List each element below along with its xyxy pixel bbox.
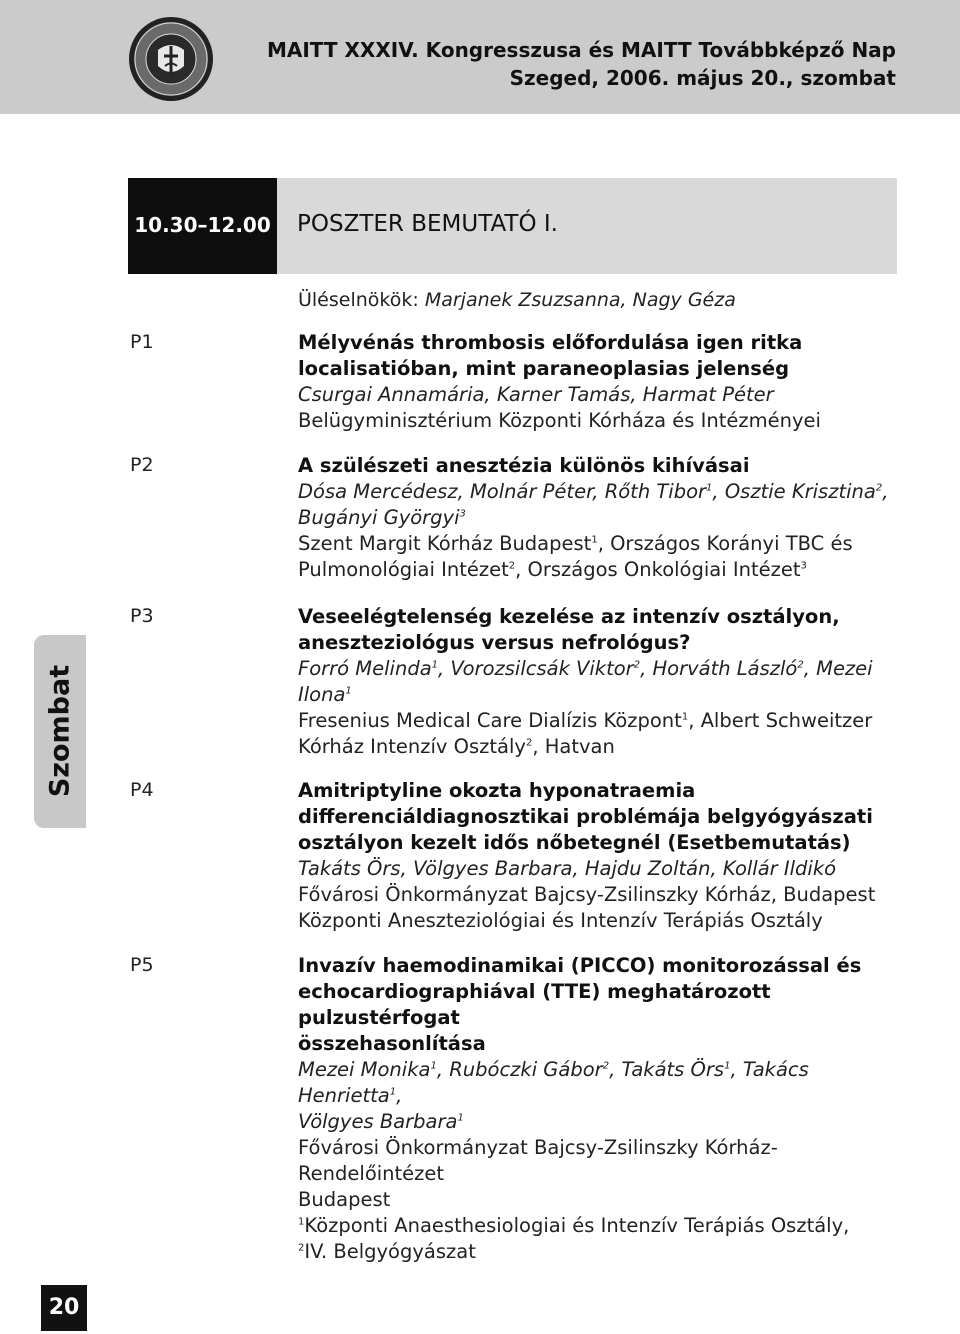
poster-title-line: aneszteziológus versus nefrológus? — [298, 631, 691, 654]
poster-authors: Forró Melinda$^1$, Vorozsilcsák Viktor$^2$, Horváth László$^2$, Mezei Ilona$^1$ — [298, 657, 873, 706]
conference-title-line1: MAITT XXXIV. Kongresszusa és MAITT Továbbképző Nap — [266, 38, 896, 62]
poster-title-line: Mélyvénás thrombosis előfordulása igen ritka — [298, 331, 803, 354]
poster-authors: Csurgai Annamária, Karner Tamás, Harmat Péter — [298, 383, 774, 406]
session-time: 10.30–12.00 — [134, 213, 271, 237]
poster-title-line: Veseelégtelenség kezelése az intenzív osztályon, — [298, 605, 840, 628]
poster-title-line: Amitriptyline okozta hyponatraemia — [298, 779, 696, 802]
poster-number: P2 — [130, 454, 154, 476]
poster-number: P1 — [130, 331, 154, 353]
poster-title — [298, 778, 908, 856]
chairs-label: Üléselnökök: — [298, 289, 419, 311]
poster-title: A szülészeti anesztézia különös kihívásai — [298, 454, 750, 477]
poster-entry — [298, 778, 908, 934]
poster-entry — [298, 604, 908, 760]
poster-authors: Mezei Monika$^1$, Rubóczki Gábor$^2$, Takáts Örs$^1$, Takács Henrietta$^1$, Völgyes Barbara$^1$ — [298, 1058, 809, 1133]
conference-title-line2: Szeged, 2006. május 20., szombat — [509, 66, 896, 90]
poster-affiliation: Fővárosi Önkormányzat Bajcsy-Zsilinszky Kórház-Rendelőintézet Budapest $^1$Központi Anaesthesiologiai és Intenzív Terápiás Osztály, $^2$IV. Belgyógyászat — [298, 1136, 850, 1263]
page-number: 20 — [41, 1285, 87, 1331]
poster-entry — [298, 953, 908, 1265]
poster-title-line: összehasonlítása — [298, 1032, 486, 1055]
conference-title — [267, 36, 896, 92]
poster-title-line: Invazív haemodinamikai (PICCO) monitorozással és — [298, 954, 862, 977]
poster-title — [298, 330, 908, 382]
poster-affiliation: Fővárosi Önkormányzat Bajcsy-Zsilinszky Kórház, Budapest Központi Aneszteziológiai és Intenzív Terápiás Osztály — [298, 883, 876, 932]
poster-title-line: localisatióban, mint paraneoplasias jelenség — [298, 357, 790, 380]
page-header — [0, 0, 960, 114]
poster-title-line: differenciáldiagnosztikai problémája belgyógyászati — [298, 805, 873, 828]
poster-title — [298, 953, 908, 1057]
poster-title-line: osztályon kezelt idős nőbetegnél (Esetbemutatás) — [298, 831, 851, 854]
society-seal-logo — [128, 16, 214, 102]
poster-title-line: echocardiographiával (TTE) meghatározott pulzustérfogat — [298, 980, 771, 1029]
poster-affiliation: Szent Margit Kórház Budapest$^1$, Országos Korányi TBC és Pulmonológiai Intézet$^2$, Országos Onkológiai Intézet$^3$ — [298, 532, 853, 581]
chairs-names: Marjanek Zsuzsanna, Nagy Géza — [424, 289, 736, 311]
poster-number: P5 — [130, 954, 154, 976]
poster-authors: Takáts Örs, Völgyes Barbara, Hajdu Zoltán, Kollár Ildikó — [298, 857, 837, 880]
poster-title — [298, 604, 908, 656]
session-title: POSZTER BEMUTATÓ I. — [297, 211, 558, 237]
day-side-tab — [34, 635, 86, 828]
poster-affiliation: Fresenius Medical Care Dialízis Központ$^1$, Albert Schweitzer Kórház Intenzív Osztály$^2$, Hatvan — [298, 709, 873, 758]
poster-authors: Dósa Mercédesz, Molnár Péter, Rőth Tibor$^1$, Osztie Krisztina$^2$, Bugányi Györgyi$^3$ — [298, 480, 889, 529]
session-title-bar — [277, 178, 897, 274]
poster-entry — [298, 330, 908, 434]
session-time-box — [128, 178, 277, 274]
poster-affiliation: Belügyminisztérium Központi Kórháza és Intézményei — [298, 409, 821, 432]
session-chairs — [298, 287, 736, 313]
poster-number: P3 — [130, 605, 154, 627]
day-side-tab-label: Szombat — [44, 664, 76, 798]
poster-number: P4 — [130, 779, 154, 801]
poster-entry — [298, 453, 908, 583]
